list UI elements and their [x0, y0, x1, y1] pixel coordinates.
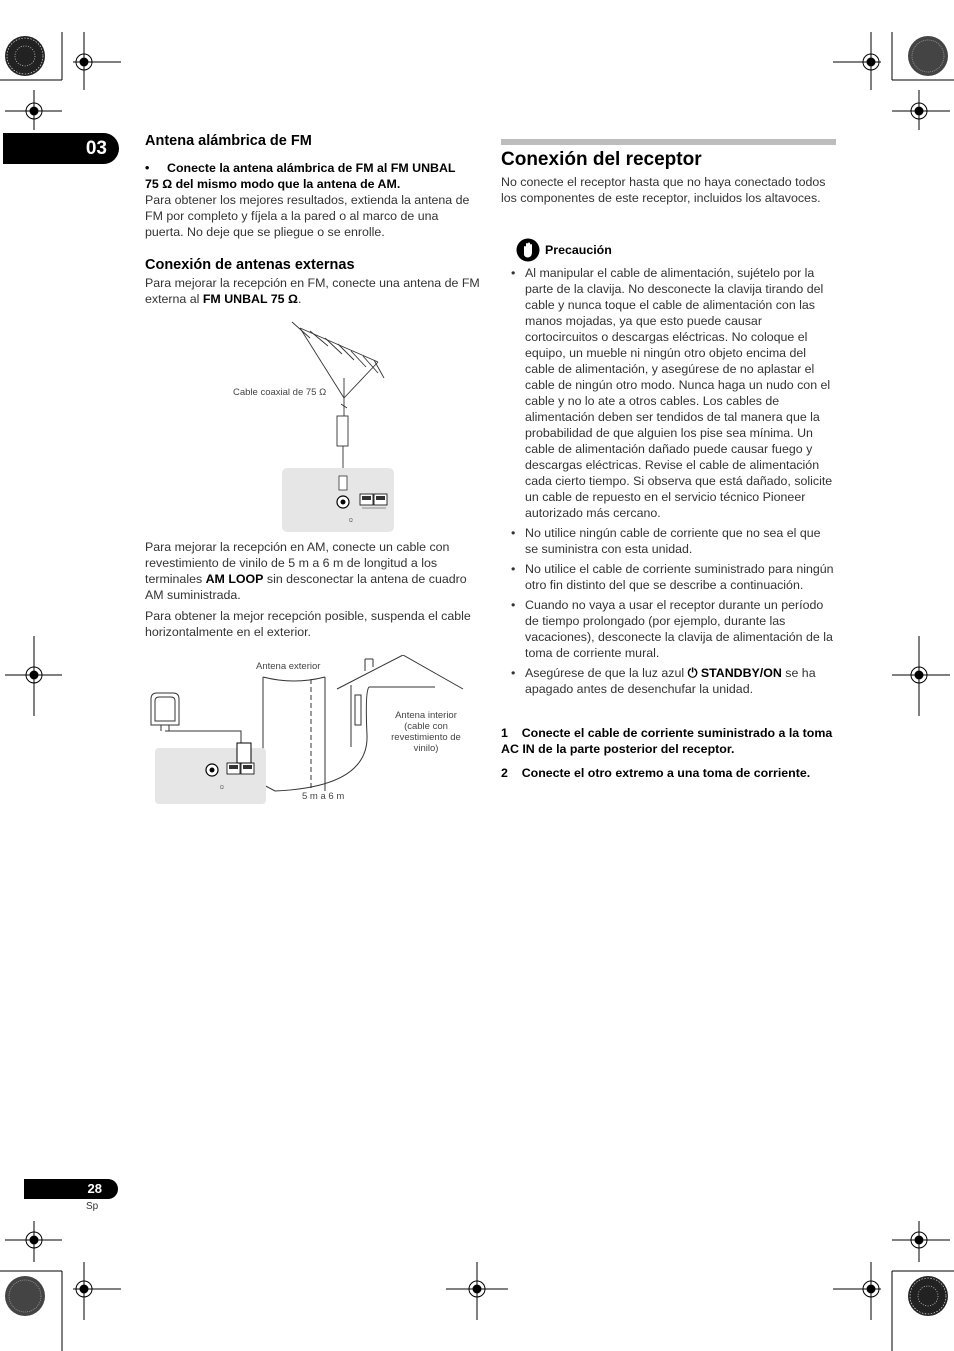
svg-text:Ω: Ω [349, 518, 353, 524]
page-number-tab [24, 1179, 118, 1199]
step-1-text: Conecte el cable de corriente suministrado a la toma AC IN de la parte posterior del receptor. [501, 726, 833, 756]
step-2-text: Conecte el otro extremo a una toma de corriente. [521, 766, 811, 780]
caution-item: • Cuando no vaya a usar el receptor durante un período de tiempo prolongado (por ejemplo, durante las vacaciones), desconecte la clavija de alimentación de la toma de corriente mural. [501, 597, 836, 661]
caution-list [501, 265, 836, 701]
cable-length-label: 5 m a 6 m [302, 791, 345, 802]
am-loop-label: AM LOOP [205, 572, 264, 586]
fm-wire-bullet: • Conecte la antena alámbrica de FM al FM UNBAL [145, 161, 456, 175]
caution-item: • Al manipular el cable de alimentación, sujételo por la parte de la clavija. No desconecte la clavija tirando del cable y nunca toque el cable de alimentación con las manos mojadas, ya que esto puede causar cortocircuitos o descargas eléctricas. No coloque el equipo, un mueble ni ningún otro objeto encima del cable de alimentación, y asegúrese de no aplastar el cable de ningún otro modo. Nunca haga un nudo con el cable y no lo ate a otros cables. Los cables de alimentación deben ser tendidos de tal manera que la probabilidad de que alguien los pise sea mínima. Un cable de alimentación dañado puede causar fuego y descargas eléctricas. Revise el cable de alimentación cada cierto tiempo. Si observa que está dañado, solicite un cable de repuesto en el servicio técnico Pioneer autorizado más cercano. [501, 265, 836, 521]
page-number: 28 [87, 1181, 102, 1196]
fm-wire-section [145, 160, 480, 240]
external-antenna-heading: Conexión de antenas externas [145, 257, 355, 273]
caution-item: • No utilice el cable de corriente suministrado para ningún otro fin distinto del que se describe a continuación. [501, 561, 836, 593]
fm-wire-bullet-line1: Conecte la antena alámbrica de FM al FM UNBAL [167, 161, 456, 175]
outdoor-antenna-label: Antena exterior [256, 661, 321, 672]
fm-antenna-diagram [228, 318, 398, 536]
step-2-number: 2 [501, 766, 508, 780]
standby-on-label: STANDBY/ON [700, 666, 782, 680]
fm-wire-heading: Antena alámbrica de FM [145, 133, 312, 149]
receiver-intro: No conecte el receptor hasta que no haya conectado todos los componentes de este receptor, incluidos los altavoces. [501, 175, 826, 205]
standby-power-icon: ⏻ [687, 666, 698, 680]
language-code: Sp [86, 1201, 99, 1212]
caution-item-standby: • Asegúrese de que la luz azul ⏻ STANDBY/ON se ha apagado antes de desenchufar la unidad. [501, 665, 836, 697]
receiver-connection-heading: Conexión del receptor [501, 149, 702, 170]
step-1 [501, 725, 836, 757]
section-divider-bar [501, 139, 836, 145]
step-1-number: 1 [501, 726, 508, 740]
caution-title: Precaución [545, 243, 612, 257]
step-2 [501, 765, 836, 781]
external-antenna-body: Para mejorar la recepción en FM, conecte una antena de FM externa al FM UNBAL 75 Ω. [145, 276, 480, 306]
fm-unbal-label: FM UNBAL 75 Ω [202, 292, 298, 306]
chapter-number: 03 [85, 138, 107, 159]
caution-item: • No utilice ningún cable de corriente que no sea el que se suministra con esta unidad. [501, 525, 836, 557]
chapter-tab [3, 133, 119, 164]
fm-wire-bullet-line2: 75 Ω del mismo modo que la antena de AM. [145, 177, 401, 191]
caution-hand-icon [516, 238, 540, 262]
indoor-antenna-label: Antena interior (cable con revestimiento de vinilo) [391, 710, 461, 754]
coax-cable-label: Cable coaxial de 75 Ω [233, 387, 327, 398]
am-text [145, 539, 480, 640]
am-paragraph-1: Para mejorar la recepción en AM, conecte un cable con revestimiento de vinilo de 5 m a 6 m de longitud a los terminales AM LOOP sin desconectar la antena de cuadro AM suministrada. [145, 540, 467, 602]
fm-wire-body: Para obtener los mejores resultados, extienda la antena de FM por completo y fíjela a la pared o al marco de una puerta. No deje que se pliegue o se enrolle. [145, 193, 470, 239]
am-paragraph-2: Para obtener la mejor recepción posible, suspenda el cable horizontalmente en el exterior. [145, 609, 471, 639]
svg-text:Ω: Ω [220, 785, 224, 791]
